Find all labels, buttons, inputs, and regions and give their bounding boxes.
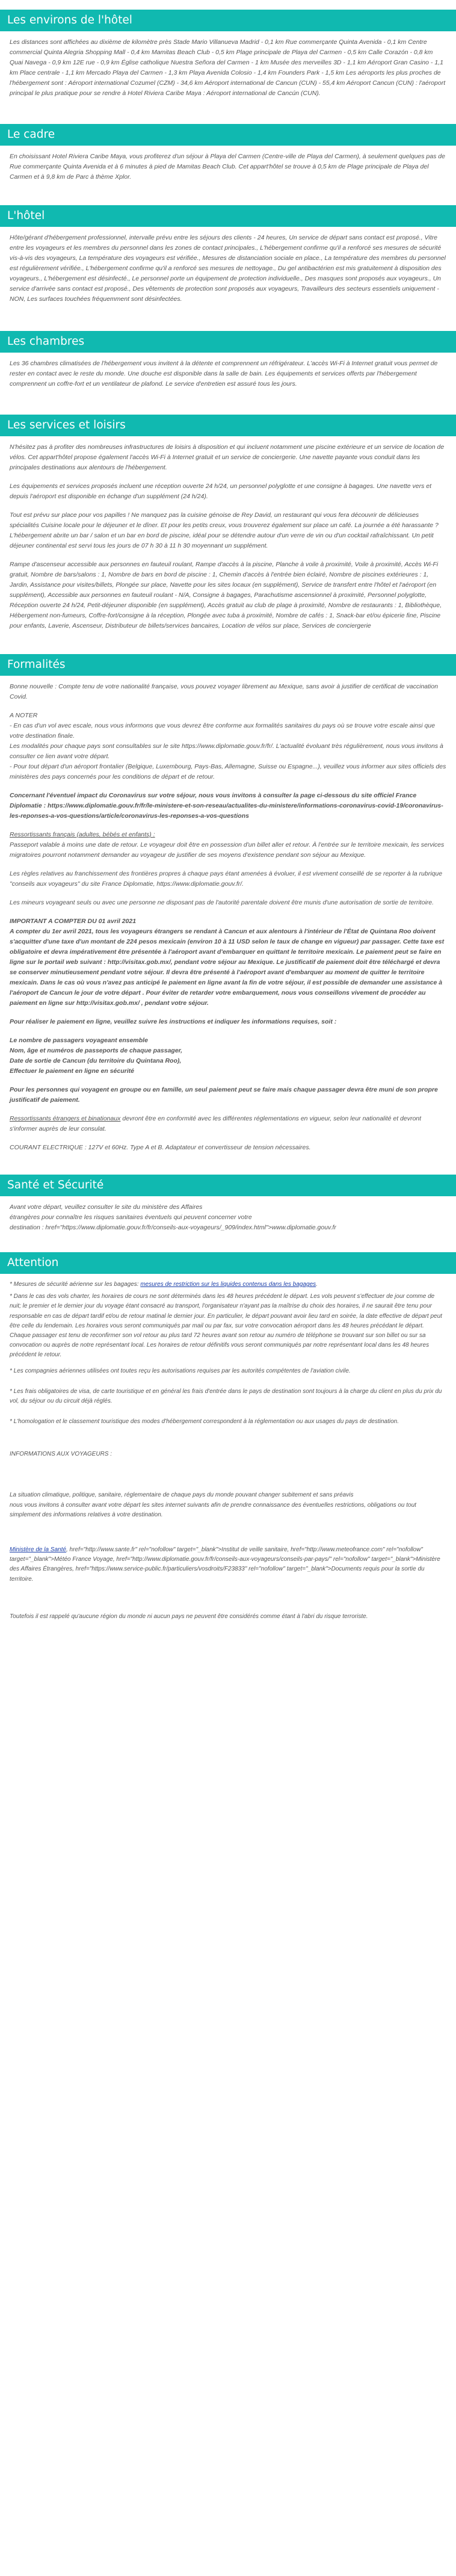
- paragraph: Hôte/gérant d'hébergement professionnel, intervalle prévu entre les séjours des clients - 24 heures, Un service de départ sans contact est proposé., Vitre entre les voyageurs et les membres du personnel dans les zones de contact principales., L'hébergement confirme qu'il a renforcé ses mesures de sécurité vis-à-vis des voyageurs, La température des voyageurs est vérifiée., Mesures de distanciation sociale en place., La température des membres du personnel est régulièrement vérifiée., L'hébergement confirme qu'il a renforcé ses mesures de nettoyage., Du gel antibactérien est mis gratuitement à disposition des voyageurs., L'hébergement est désinfecté., Le personnel porte un équipement de protection individuelle., Des masques sont proposés aux voyageurs., Un service d'arrivée sans contact est proposé., Des vêtements de protection sont proposés aux voyageurs, Travailleurs des secteurs essentiels uniquement - NON, Les surfaces touchées fréquemment sont désinfectées.: [10, 234, 446, 303]
- section-content: [0, 436, 456, 631]
- paragraph: Les 36 chambres climatisées de l'hébergement vous invitent à la détente et comprennent un réfrigérateur. L'accès Wi-Fi à Internet gratuit vous permet de rester en contact avec le reste du monde. Une douche est disponible dans la salle de bain. Les équipements et services offerts par l'hébergement comprennent un coffre-fort et un ventilateur de plafond. Le service d'entretien est assuré tous les jours.: [10, 360, 438, 388]
- coronavirus-notice: Concernant l'éventuel impact du Coronavirus sur votre séjour, nous vous invitons à consulter la page ci-dessous du site officiel France Diplomatie : https://www.diplomatie.gouv.fr/fr/le-ministere-et-son-reseau/actualites-du-ministere/informations-coronavirus-covid-19/coronavirus-les-reponses-a-vos-questions/article/coronavirus-les-reponses-a-vos-questions: [10, 792, 443, 820]
- paragraph: Pour les personnes qui voyagent en groupe ou en famille, un seul paiement peut se faire mais chaque passager devra être muni de son propre justificatif de paiement.: [10, 1086, 438, 1104]
- section-attention: [0, 1252, 456, 1639]
- paragraph: * L'homologation et le classement touristique des modes d'hébergement correspondent à la réglementation ou aux usages du pays de destination.: [10, 1418, 399, 1425]
- section-content: [0, 146, 456, 182]
- note-line: - En cas d'un vol avec escale, nous vous informons que vous devrez être conforme aux formalités sanitaires du pays où se trouve votre escale ainsi que votre destination finale.: [10, 722, 436, 740]
- requirements-list: [10, 1036, 446, 1076]
- paragraph: Bonne nouvelle : Compte tenu de votre nationalité française, vous pouvez voyager librement au Mexique, sans avoir à justifier de certificat de vaccination Covid.: [10, 683, 439, 700]
- section-content: [0, 1196, 456, 1233]
- section-title: Attention: [0, 1252, 456, 1274]
- section-title: Les environs de l'hôtel: [0, 10, 456, 31]
- paragraph: La situation climatique, politique, sanitaire, réglementaire de chaque pays du monde pouvant changer subitement et sans préavis nous vous invitons à consulter avant votre départ les sites internet suivants afin de prendre connaissance des éventuelles restrictions, obligations ou tout simplement des informations relatives à votre destination.: [10, 1492, 416, 1518]
- section-title: Les services et loisirs: [0, 415, 456, 436]
- section-hotel: [0, 205, 456, 321]
- paragraph: Les équipements et services proposés incluent une réception ouverte 24 h/24, un personnel polyglotte et une consigne à bagages. Une navette vers et depuis l'aéroport est disponible en échange d'un supplément (24 h/24).: [10, 483, 432, 500]
- section-title: Le cadre: [0, 124, 456, 146]
- section-content: [0, 676, 456, 1153]
- section-content: [0, 31, 456, 99]
- paragraph: Les règles relatives au franchissement des frontières propres à chaque pays étant amenées à évoluer, il est vivement conseillé de se reporter à la rubrique "conseils aux voyageurs" du site France Diplomatie, https://www.diplomatie.gouv.fr/.: [10, 870, 443, 888]
- paragraph: Avant votre départ, veuillez consulter le site du ministère des Affaires étrangères pour connaître les risques sanitaires éventuels qui peuvent concerner votre destination : href="https://www.diplomatie.gouv.fr/fr/conseils-aux-voyageurs/_909/index.html">www.diplomatie.gouv.fr: [10, 1203, 336, 1231]
- paragraph: En choisissant Hotel Riviera Caribe Maya, vous profiterez d'un séjour à Playa del Carmen (Centre-ville de Playa del Carmen), à seulement quelques pas de Rue commerçante Quinta Avenida et à 6 minutes à pied de Mamitas Beach Club. Cet appart'hôtel se trouve à 0,5 km de Plage principale de Playa del Carmen et à 9,8 km de Parc à thème Xplor.: [10, 153, 445, 181]
- list-item: Date de sortie de Cancun (du territoire du Quintana Roo),: [10, 1057, 182, 1064]
- paragraph: * Dans le cas des vols charter, les horaires de cours ne sont déterminés dans les 48 heures précédent le départ. Les vols peuvent s'effectuer de jour comme de nuit; le premier et le dernier jour du voyage étant consacré au transport, l'organisateur n'ayant pas la maîtrise du choix des horaires, il ne saurait être tenu pour responsable en cas de départ tardif et/ou de retour matinal le dernier jour. En particulier, le départ pouvant avoir lieu tard en soirée, la date effective de départ peut être celle du lendemain. Les horaires vous seront communiqués par mail ou par fax, sur votre convocation aéroport dans les 48 heures précédant le départ. Chaque passager est tenu de reconfirmer son vol retour au plus tard 72 heures avant son retour au numéro de téléphone se trouvant sur son billet ou sur sa convocation ou auprès de notre représentant local. Les horaires de retour définitifs vous seront communiqués par notre représentant local dans les 48 heures précédent le retour.: [10, 1293, 442, 1359]
- paragraph: Toutefois il est rappelé qu'aucune région du monde ni aucun pays ne peuvent être considérés comme étant à l'abri du risque terroriste.: [10, 1613, 368, 1620]
- paragraph: Tout est prévu sur place pour vos papilles ! Ne manquez pas la cuisine génoise de Rey David, un restaurant qui vous fera découvrir de délicieuses spécialités Cuisine locale pour le déjeuner et le dîner. Et pour les petits creux, vous trouverez également sur place un café. La journée a été harassante ? L'hébergement abrite un bar / salon et un bar en bord de piscine, idéal pour se détendre autour d'un verre de vin ou d'un cocktail rafraîchissant. Un petit déjeuner continental est servi tous les jours de 07 h 30 à 11 h 30 moyennant un supplément.: [10, 511, 439, 549]
- paragraph: Les mineurs voyageant seuls ou avec une personne ne disposant pas de l'autorité parentale doivent être munis d'une autorisation de sortie de territoire.: [10, 899, 434, 906]
- info-heading: INFORMATIONS AUX VOYAGEURS :: [10, 1451, 112, 1458]
- binationals-paragraph: [10, 1114, 446, 1134]
- paragraph: Les distances sont affichées au dixième de kilomètre près Stade Mario Villanueva Madrid - 0,1 km Rue commerçante Quinta Avenida - 0,1 km Centre commercial Quinta Alegria Shopping Mall - 0,4 km Mamitas Beach Club - 0,5 km Plage principale de Playa del Carmen - 0,5 km Calle Corazón - 0,8 km Quai Navega - 0,9 km 12E rue - 0,9 km Église catholique Nuestra Señora del Carmen - 1 km Musée des merveilles 3D - 1,1 km Aéroport Gran Casino - 1,1 km Place centrale - 1,1 km Mercado Playa del Carmen - 1,3 km Playa Avenida Colosio - 1,4 km Founders Park - 1,5 km Les aéroports les plus proches de l'hébergement sont : Aéroport international Cozumel (CZM) - 34,6 km Aéroport international de Cancun (CUN) - 55,4 km Aéroport Cancun (CUN) : l'aéroport principal le plus pratique pour se rendre à Hotel Riviera Caribe Maya : Aéroport international de Cancún (CUN).: [10, 39, 446, 97]
- section-sante: [0, 1175, 456, 1250]
- residents-block: [10, 830, 446, 860]
- note-block: [10, 711, 446, 782]
- ministry-health-link[interactable]: Ministère de la Santé: [10, 1546, 66, 1553]
- important-block: [10, 916, 446, 1008]
- note-line: - Pour tout départ d'un aéroport frontalier (Belgique, Luxembourg, Pays-Bas, Allemagne, Suisse ou Espagne...), veuillez vous informer aux sites officiels des ministères des pays concernés pour les conditions de départ et de retour.: [10, 763, 446, 780]
- paragraph: * Mesures de sécurité aérienne sur les bagages: mesures de restriction sur les liquides contenus dans les bagages.: [10, 1281, 318, 1288]
- paragraph: Pour réaliser le paiement en ligne, veuillez suivre les instructions et indiquer les informations requises, soit :: [10, 1018, 337, 1025]
- section-title: Formalités: [0, 654, 456, 676]
- paragraph: * Les compagnies aériennes utilisées ont toutes reçu les autorisations requises par les autorités compétentes de l'aviation civile.: [10, 1367, 351, 1374]
- section-chambres: [0, 331, 456, 406]
- binationals-text: devront être en conformité avec les différentes réglementations en vigueur, selon leur nationalité et devront s'informer auprès de leur consulat.: [10, 1115, 422, 1132]
- section-formalites: [0, 654, 456, 1170]
- paragraph: * Les frais obligatoires de visa, de carte touristique et en général les frais d'entrée dans le pays de destination sont toujours à la charge du client en plus du prix du vol, du séjour ou du circuit déjà réglés.: [10, 1388, 442, 1404]
- section-loisirs: [0, 415, 456, 648]
- important-heading: IMPORTANT A COMPTER DU 01 avril 2021: [10, 918, 137, 925]
- section-content: [0, 227, 456, 304]
- section-content: [0, 1274, 456, 1622]
- note-line: Les modalités pour chaque pays sont consultables sur le site https://www.diplomatie.gouv.fr/fr/. L'actualité évoluant très régulièrement, nous vous invitons à consulter ce lien avant votre départ.: [10, 743, 443, 760]
- paragraph: Ministère de la Santé, href="http://www.sante.fr" rel="nofollow" target="_blank">Institut de veille sanitaire, href="http://www.meteofrance.com" rel="nofollow" target="_blank">Météo France Voyage, href="http://www.diplomatie.gouv.fr/fr/conseils-aux-voyageurs/conseils-par-pays/" rel="nofollow" target="_blank">Ministère des Affaires Étrangères, href="https://www.service-public.fr/particuliers/vosdroits/F23833" rel="nofollow" target="_blank">Documents requis pour la sortie du territoire.: [10, 1546, 440, 1583]
- binationals-heading: Ressortissants étrangers et binationaux: [10, 1115, 121, 1122]
- liquids-restriction-link[interactable]: mesures de restriction sur les liquides contenus dans les bagages: [140, 1281, 316, 1288]
- paragraph: N'hésitez pas à profiter des nombreuses infrastructures de loisirs à disposition et qui incluent notamment une piscine extérieure et un service de location de vélos. Cet appart'hôtel propose également l'accès Wi-Fi à Internet gratuit et un service de conciergerie. Une navette payante vous conduit dans les principales destinations aux alentours de l'hébergement.: [10, 443, 445, 471]
- section-title: L'hôtel: [0, 205, 456, 227]
- list-item: Nom, âge et numéros de passeports de chaque passager,: [10, 1047, 183, 1054]
- residents-text: Passeport valable à moins une date de retour. Le voyageur doit être en possession d'un billet aller et retour. À l'entrée sur le territoire mexicain, les services migratoires pourront notamment demander au voyageur de justifier de ses moyens d'existence pendant son séjour au Mexique.: [10, 841, 445, 859]
- residents-heading: Ressortissants français (adultes, bébés et enfants) :: [10, 831, 155, 838]
- section-content: [0, 353, 456, 389]
- list-item: Le nombre de passagers voyageant ensemble: [10, 1037, 148, 1044]
- section-cadre: [0, 124, 456, 199]
- note-heading: A NOTER: [10, 712, 38, 719]
- list-item: Effectuer le paiement en ligne en sécurité: [10, 1067, 134, 1075]
- paragraph: Rampe d'ascenseur accessible aux personnes en fauteuil roulant, Rampe d'accès à la piscine, Planche à voile à proximité, Voile à proximité, Accès Wi-Fi gratuit, Nombre de bars/salons : 1, Nombre de bars en bord de piscine : 1, Chemin d'accès à l'entrée bien éclairé, Nombre de piscines extérieures : 1, Jardin, Assistance pour visites/billets, Plongée sur place, Navette pour les sites locaux (en supplément), Service de transfert entre l'hôtel et l'aéroport (en supplément), Accessible aux personnes en fauteuil roulant - N/A, Consigne à bagages, Parachutisme ascensionnel à proximité, Personnel polyglotte, Réception ouverte 24 h/24, Petit-déjeuner disponible (en supplément), Accès gratuit au club de plage à proximité, Nombre de restaurants : 1, Bibliothèque, Hébergement non-fumeurs, Coffre-fort/consigne à la réception, Plongée avec tuba à proximité, Nombre de cafés : 1, Snack-bar et/ou épicerie fine, Piscine pour enfants, Laverie, Ascenseur, Distributeur de billets/services bancaires, Location de vélos sur place, Services de conciergerie: [10, 561, 442, 629]
- section-title: Santé et Sécurité: [0, 1175, 456, 1196]
- section-environs: [0, 0, 456, 116]
- paragraph: COURANT ELECTRIQUE : 127V et 60Hz. Type A et B. Adaptateur et convertisseur de tension nécessaires.: [10, 1144, 311, 1151]
- section-title: Les chambres: [0, 331, 456, 353]
- important-text: A compter du 1er avril 2021, tous les voyageurs étrangers se rendant à Cancun et aux alentours à l'intérieur de l'État de Quintana Roo doivent s'acquitter d'une taxe d'un montant de 224 pesos mexicain (environ 10 à 11 USD selon le taux de change en vigueur) par passager. Cette taxe est obligatoire et devra impérativement être présentée à l'aéroport avant d'embarquer en quittant le territoire mexicain. Le paiement peut se faire en ligne sur le portail web suivant : http://visitax.gob.mx/, pendant votre séjour au Mexique. Le justificatif de paiement doit être téléchargé et devra se conserver minutieusement pendant votre séjour. Il devra être présenté à l'aéroport avant d'embarquer au moment de quitter le territoire mexicain. Dans le cas où vous n'avez pas anticipé le paiement en ligne avant la fin de votre séjour, il est possible de demander une assistance à l'aéroport de Cancun le jour de votre départ . Pour éviter de retarder votre embarquement, nous vous conseillons vivement de procéder au paiement en ligne sur http://visitax.gob.mx/ , pendant votre séjour.: [10, 928, 445, 1007]
